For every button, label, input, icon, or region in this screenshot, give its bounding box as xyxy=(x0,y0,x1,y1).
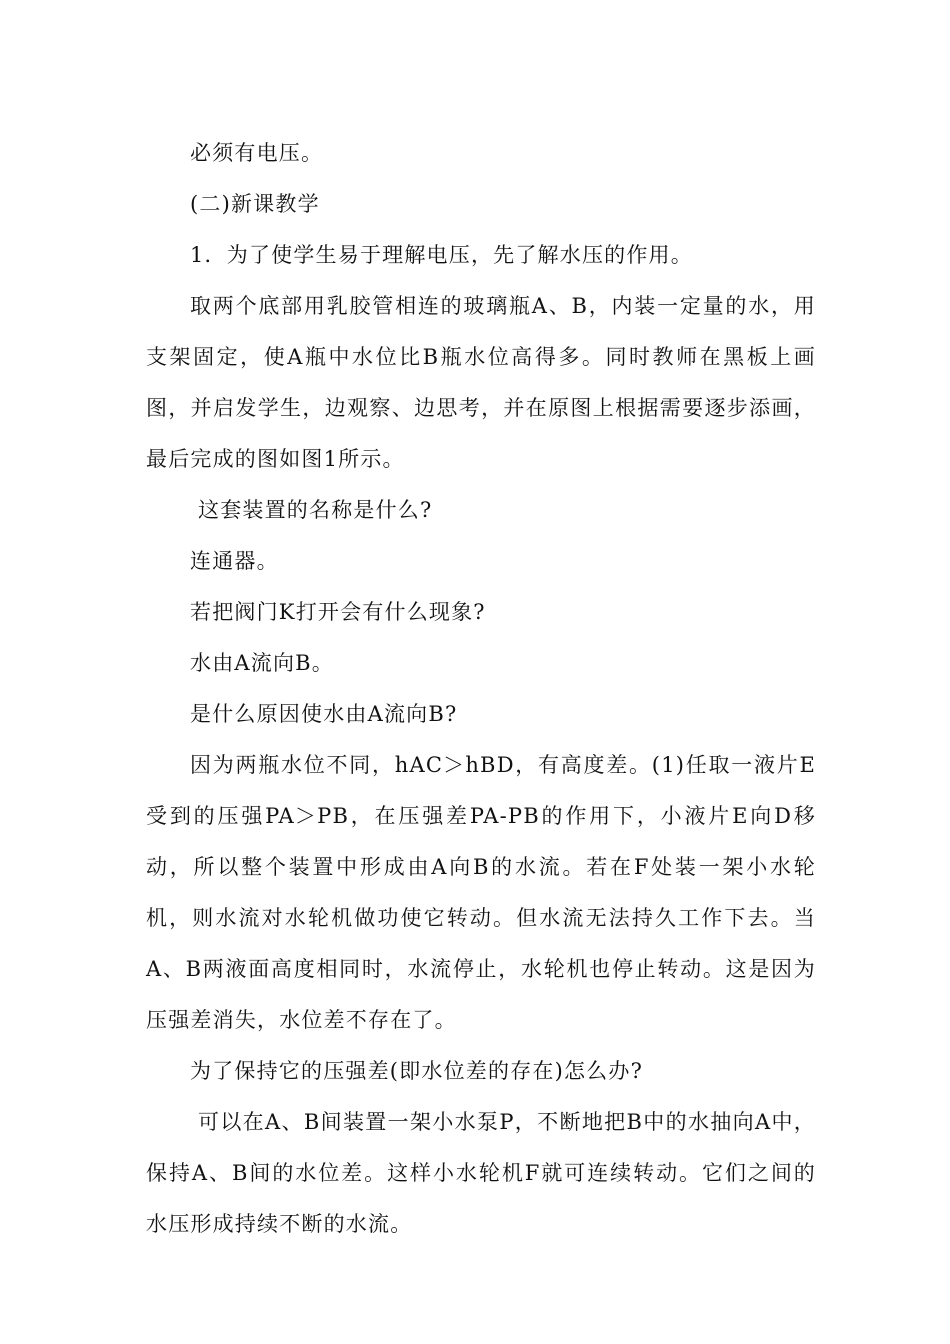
paragraph-answer-connected-vessel: 连通器。 xyxy=(190,549,279,573)
paragraph-explanation-pressure: 因为两瓶水位不同，hAC＞hBD，有高度差。(1)任取一液片E受到的压强PA＞PB，在压强差PA-PB的作用下，小液片E向D移动，所以整个装置中形成由A向B的水流。若在F处装一架小水轮机，则水流对水轮机做功使它转动。但水流无法持久工作下去。当A、B两液面高度相同时，水流停止，水轮机也停止转动。这是因为压强差消失，水位差不存在了。 xyxy=(146,753,816,1032)
paragraph-question-name: 这套装置的名称是什么? xyxy=(198,498,433,522)
paragraph-apparatus-setup: 取两个底部用乳胶管相连的玻璃瓶A、B，内装一定量的水，用支架固定，使A瓶中水位比B瓶水位高得多。同时教师在黑板上画图，并启发学生，边观察、边思考，并在原图上根据需要逐步添画，最后完成的图如图1所示。 xyxy=(146,294,816,471)
paragraph-question-cause: 是什么原因使水由A流向B? xyxy=(190,702,458,726)
paragraph-question-valve: 若把阀门K打开会有什么现象? xyxy=(190,600,486,624)
section-heading-new-lesson: (二)新课教学 xyxy=(190,192,320,216)
paragraph-question-maintain: 为了保持它的压强差(即水位差的存在)怎么办? xyxy=(190,1059,644,1083)
paragraph-answer-flow: 水由A流向B。 xyxy=(190,651,334,675)
paragraph-step-1: 1．为了使学生易于理解电压，先了解水压的作用。 xyxy=(190,243,693,267)
document-body xyxy=(146,128,816,1250)
paragraph-voltage-required: 必须有电压。 xyxy=(190,141,324,165)
paragraph-answer-pump: 可以在A、B间装置一架小水泵P，不断地把B中的水抽向A中，保持A、B间的水位差。这样小水轮机F就可连续转动。它们之间的水压形成持续不断的水流。 xyxy=(146,1110,816,1236)
